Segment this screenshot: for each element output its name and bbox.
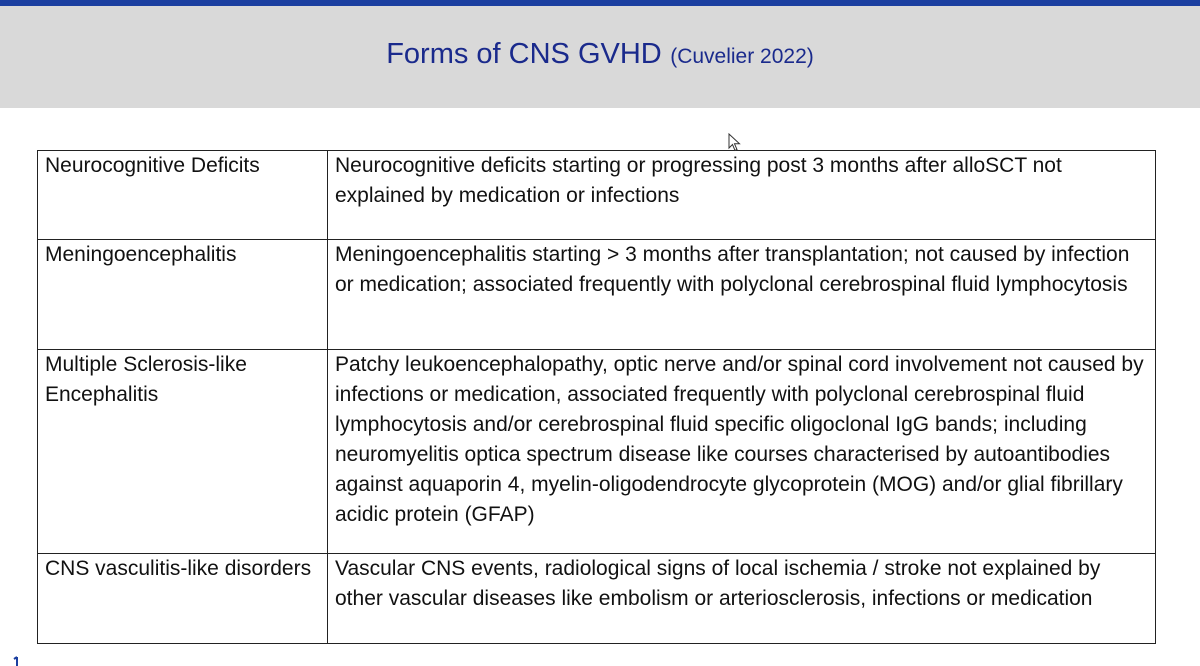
table-row xyxy=(38,554,1156,644)
form-name-cell: Meningoencephalitis xyxy=(38,240,328,350)
cns-gvhd-forms-table xyxy=(37,150,1156,644)
form-description-cell: Meningoencephalitis starting > 3 months after transplantation; not caused by infection or medication; associated frequently with polyclonal cerebrospinal fluid lymphocytosis xyxy=(328,240,1156,350)
table-row xyxy=(38,151,1156,240)
slide-title-main: Forms of CNS GVHD xyxy=(386,38,662,70)
table-row xyxy=(38,240,1156,350)
slide-title xyxy=(0,38,1200,71)
form-description-cell: Vascular CNS events, radiological signs of local ischemia / stroke not explained by other vascular diseases like embolism or arteriosclerosis, infections or medication xyxy=(328,554,1156,644)
form-name-cell: Multiple Sclerosis-like Encephalitis xyxy=(38,350,328,554)
slide-title-citation: (Cuvelier 2022) xyxy=(670,45,814,68)
form-name-cell: Neurocognitive Deficits xyxy=(38,151,328,240)
form-name-cell: CNS vasculitis-like disorders xyxy=(38,554,328,644)
table-row xyxy=(38,350,1156,554)
form-description-cell: Neurocognitive deficits starting or progressing post 3 months after alloSCT not explained by medication or infections xyxy=(328,151,1156,240)
mouse-pointer-icon xyxy=(728,133,742,153)
form-description-cell: Patchy leukoencephalopathy, optic nerve and/or spinal cord involvement not caused by infections or medication, associated frequently with polyclonal cerebrospinal fluid lymphocytosis and/or cerebrospinal fluid specific oligoclonal IgG bands; including neuromyelitis optica spectrum disease like courses characterised by autoantibodies against aquaporin 4, myelin-oligodendrocyte glycoprotein (MOG) and/or glial fibrillary acidic protein (GFAP) xyxy=(328,350,1156,554)
corner-mark-icon xyxy=(12,656,20,666)
